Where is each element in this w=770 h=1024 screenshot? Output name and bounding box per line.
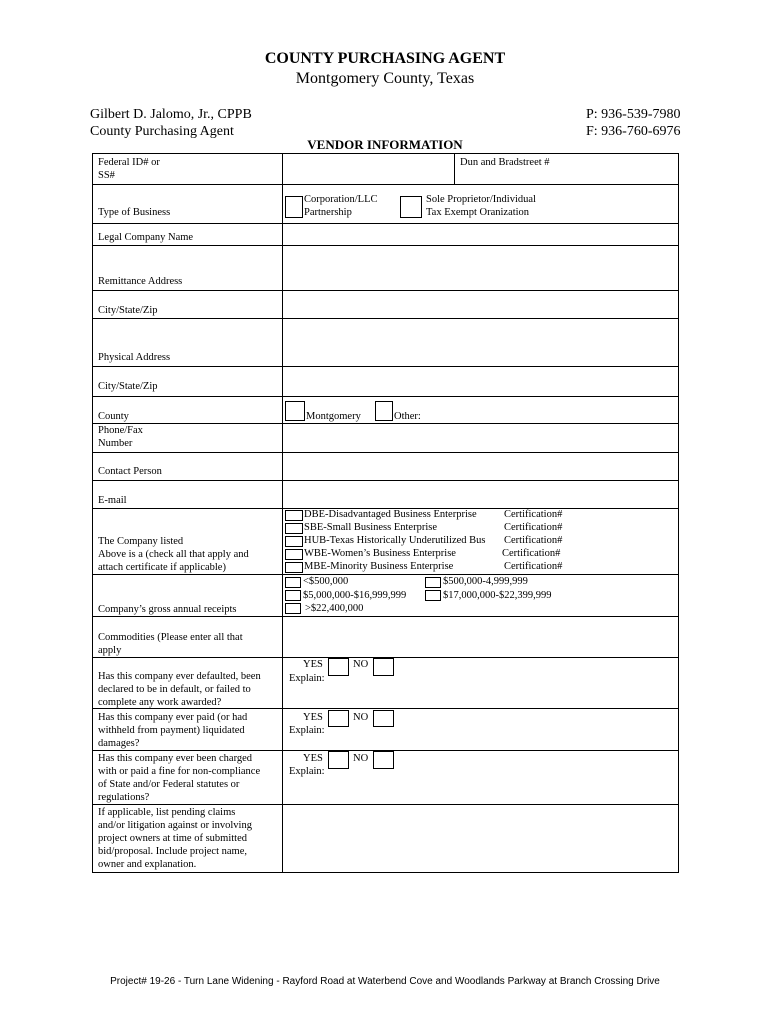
fax-number: F: 936-760-6976 <box>586 124 681 139</box>
city-state-zip-field[interactable] <box>283 291 678 318</box>
phone-fax-field[interactable] <box>283 424 678 452</box>
damages-yes-label: YES <box>303 712 323 723</box>
type-of-business-label: Type of Business <box>98 207 171 218</box>
federal-id-label: Federal ID# or SS# <box>98 157 160 181</box>
damages-yes-checkbox[interactable] <box>328 710 349 727</box>
mbe-cert-label: Certification# <box>504 561 563 572</box>
physical-city-state-zip-field[interactable] <box>283 367 678 396</box>
county-other-checkbox[interactable] <box>375 401 393 421</box>
sbe-checkbox[interactable] <box>285 523 303 534</box>
mbe-label: MBE-Minority Business Enterprise <box>304 561 454 572</box>
remittance-address-label: Remittance Address <box>98 276 183 287</box>
receipts-5m-17m-label: $5,000,000-$16,999,999 <box>303 590 407 601</box>
corporation-checkbox[interactable] <box>285 196 303 218</box>
hub-label: HUB-Texas Historically Underutilized Bus <box>304 535 486 546</box>
commodities-label: Commodities (Please enter all that apply <box>98 632 243 656</box>
receipts-over-22m-label: >$22,400,000 <box>305 603 364 614</box>
agent-name: Gilbert D. Jalomo, Jr., CPPB <box>90 107 252 122</box>
corporation-option-label: Corporation/LLC Partnership <box>304 194 378 218</box>
default-yes-label: YES <box>303 659 323 670</box>
gross-receipts-label: Company’s gross annual receipts <box>98 604 237 615</box>
county-montgomery-label: Montgomery <box>306 411 361 422</box>
receipts-17m-22m-label: $17,000,000-$22,399,999 <box>443 590 552 601</box>
pending-claims-field[interactable] <box>283 805 678 872</box>
email-field[interactable] <box>283 481 678 508</box>
hub-checkbox[interactable] <box>285 536 303 547</box>
default-question: Has this company ever defaulted, been declared to be in default, or failed to complete any work awarded? <box>98 671 261 708</box>
sbe-cert-label: Certification# <box>504 522 563 533</box>
duns-label: Dun and Bradstreet # <box>460 157 550 168</box>
dbe-label: DBE-Disadvantaged Business Enterprise <box>304 509 477 520</box>
fines-no-checkbox[interactable] <box>373 751 394 769</box>
physical-address-field[interactable] <box>283 319 678 366</box>
non-compliance-question: Has this company ever been charged with or paid a fine for non-compliance of State and/or Federal statutes or regulations? <box>98 753 261 803</box>
wbe-cert-label: Certification# <box>502 548 561 559</box>
receipts-500k-5m-label: $500,000-4,999,999 <box>443 576 528 587</box>
email-label: E-mail <box>98 495 127 506</box>
damages-no-label: NO <box>353 712 369 723</box>
project-footer: Project# 19-26 - Turn Lane Widening - Rayford Road at Waterbend Cove and Woodlands Parkway at Branch Crossing Drive <box>110 976 660 987</box>
remittance-address-field[interactable] <box>283 246 678 290</box>
damages-no-checkbox[interactable] <box>373 710 394 727</box>
wbe-label: WBE-Women’s Business Enterprise <box>304 548 456 559</box>
mbe-checkbox[interactable] <box>285 562 303 573</box>
legal-company-name-label: Legal Company Name <box>98 232 194 243</box>
county-label: County <box>98 411 129 422</box>
fines-yes-label: YES <box>303 753 323 764</box>
receipts-5m-17m-checkbox[interactable] <box>285 590 301 601</box>
receipts-under-500k-checkbox[interactable] <box>285 577 301 588</box>
hub-cert-label: Certification# <box>504 535 563 546</box>
section-title: VENDOR INFORMATION <box>307 137 463 152</box>
physical-city-state-zip-label: City/State/Zip <box>98 381 158 392</box>
company-listed-label: The Company listed Above is a (check all that apply and attach certificate if applicable) <box>98 536 249 573</box>
county-other-label: Other: <box>394 411 421 422</box>
commodities-field[interactable] <box>283 617 678 657</box>
default-no-label: NO <box>353 659 369 670</box>
fines-no-label: NO <box>353 753 369 764</box>
phone-number: P: 936-539-7980 <box>586 107 681 122</box>
pending-claims-question: If applicable, list pending claims and/or litigation against or involving project owners at time of submitted bid/proposal. Include project name, owner and explanation. <box>98 807 252 870</box>
fines-yes-checkbox[interactable] <box>328 751 349 769</box>
page-subtitle: Montgomery County, Texas <box>295 70 475 87</box>
city-state-zip-label: City/State/Zip <box>98 305 158 316</box>
receipts-over-22m-checkbox[interactable] <box>285 603 301 614</box>
wbe-checkbox[interactable] <box>285 549 303 560</box>
receipts-under-500k-label: <$500,000 <box>303 576 349 587</box>
default-yes-checkbox[interactable] <box>328 658 349 676</box>
damages-explain-label: Explain: <box>289 725 325 736</box>
agent-title: County Purchasing Agent <box>90 124 234 139</box>
page-title: COUNTY PURCHASING AGENT <box>264 50 506 67</box>
sole-proprietor-checkbox[interactable] <box>400 196 422 218</box>
contact-person-label: Contact Person <box>98 466 162 477</box>
receipts-17m-22m-checkbox[interactable] <box>425 590 441 601</box>
county-montgomery-checkbox[interactable] <box>285 401 305 421</box>
dbe-checkbox[interactable] <box>285 510 303 521</box>
phone-fax-label: Phone/Fax Number <box>98 425 143 449</box>
receipts-500k-5m-checkbox[interactable] <box>425 577 441 588</box>
liquidated-damages-question: Has this company ever paid (or had withheld from payment) liquidated damages? <box>98 712 248 749</box>
sbe-label: SBE-Small Business Enterprise <box>304 522 437 533</box>
fines-explain-label: Explain: <box>289 766 325 777</box>
federal-id-field[interactable] <box>283 154 454 184</box>
default-explain-label: Explain: <box>289 673 325 684</box>
legal-company-name-field[interactable] <box>283 224 678 245</box>
contact-person-field[interactable] <box>283 453 678 480</box>
sole-proprietor-option-label: Sole Proprietor/Individual Tax Exempt Oranization <box>426 194 536 218</box>
dbe-cert-label: Certification# <box>504 509 563 520</box>
default-no-checkbox[interactable] <box>373 658 394 676</box>
physical-address-label: Physical Address <box>98 352 171 363</box>
